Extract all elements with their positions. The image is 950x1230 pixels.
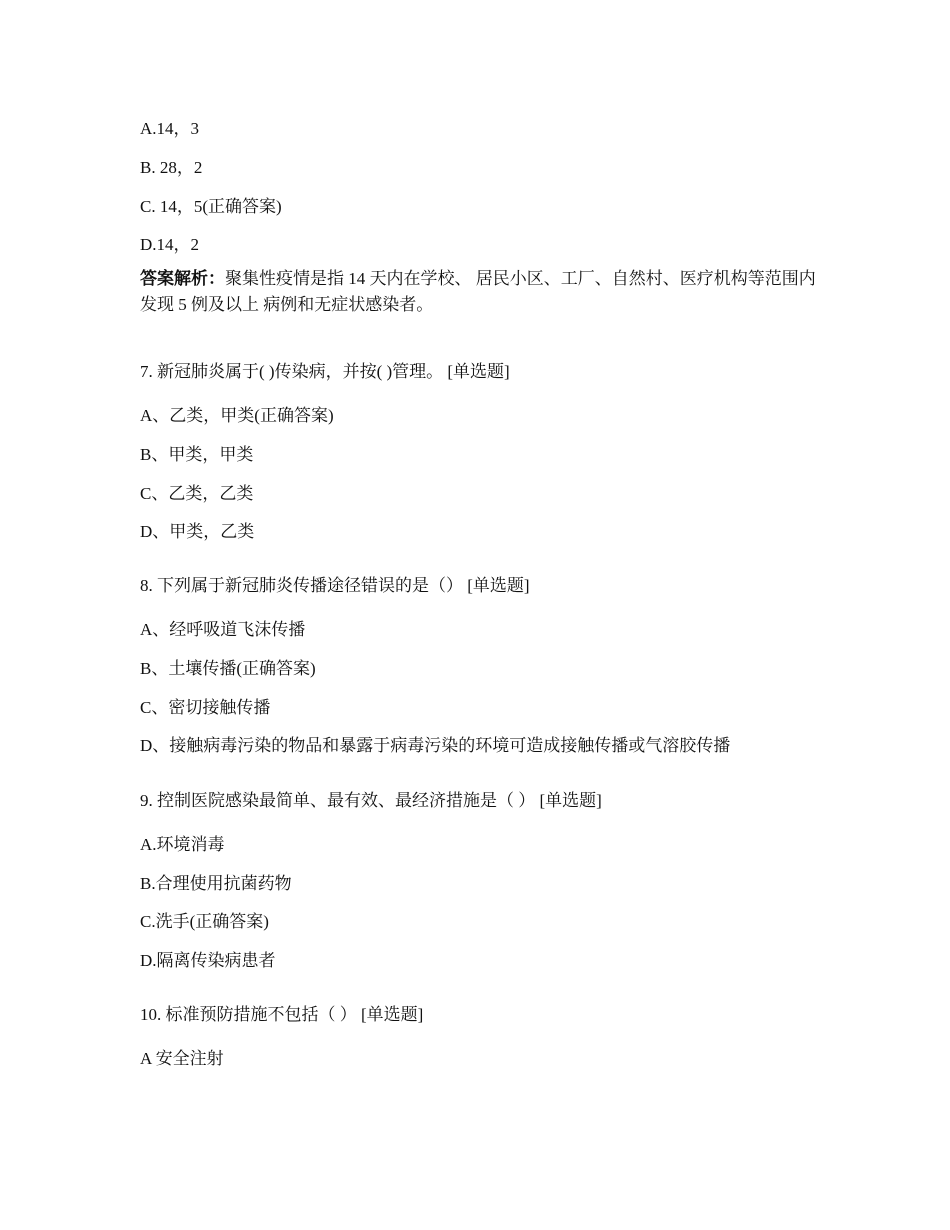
option-d: D、甲类，乙类	[140, 522, 255, 541]
option-d: D.14，2	[140, 235, 200, 254]
option-b: B.合理使用抗菌药物	[140, 874, 292, 893]
analysis-text: 聚集性疫情是指 14 天内在学校、 居民小区、工厂、自然村、医疗机构等范围内发现 5 例及以上 病例和无症状感染者。	[140, 269, 816, 314]
option-c: C、密切接触传播	[140, 698, 271, 717]
question-title: 8. 下列属于新冠肺炎传播途径错误的是（） [单选题]	[140, 576, 530, 595]
question-title: 9. 控制医院感染最简单、最有效、最经济措施是（ ） [单选题]	[140, 791, 602, 810]
option-d: D.隔离传染病患者	[140, 951, 276, 970]
option-c: C、乙类，乙类	[140, 484, 254, 503]
option-b: B、土壤传播(正确答案)	[140, 659, 316, 678]
option-c: C.洗手(正确答案)	[140, 912, 269, 931]
analysis-label: 答案解析：	[140, 269, 225, 288]
option-d: D、接触病毒污染的物品和暴露于病毒污染的环境可造成接触传播或气溶胶传播	[140, 736, 731, 755]
answer-analysis	[140, 266, 820, 318]
option-a: A、乙类，甲类(正确答案)	[140, 406, 334, 425]
option-a: A.14，3	[140, 119, 200, 138]
option-c: C. 14，5(正确答案)	[140, 197, 282, 216]
option-a: A 安全注射	[140, 1049, 224, 1068]
option-b: B、甲类，甲类	[140, 445, 254, 464]
option-b: B. 28，2	[140, 158, 203, 177]
option-a: A、经呼吸道飞沫传播	[140, 620, 306, 639]
question-title: 7. 新冠肺炎属于( )传染病，并按( )管理。 [单选题]	[140, 362, 510, 381]
question-title: 10. 标准预防措施不包括（ ） [单选题]	[140, 1005, 424, 1024]
option-a: A.环境消毒	[140, 835, 225, 854]
